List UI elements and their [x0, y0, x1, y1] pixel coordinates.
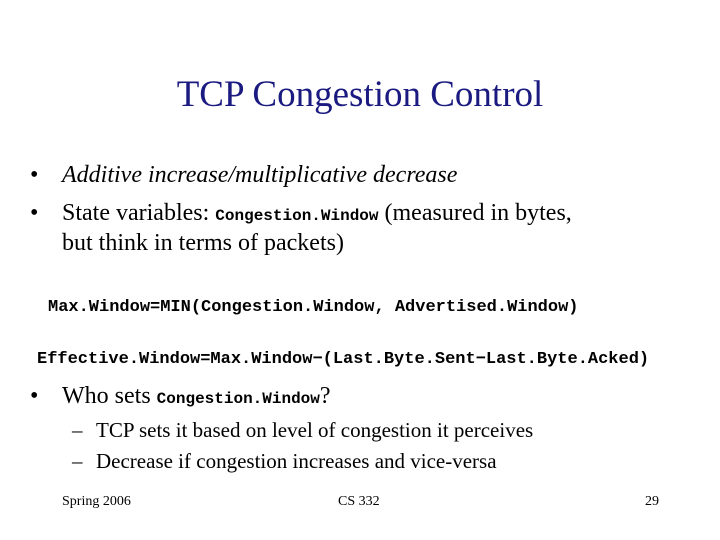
- footer-page-number: 29: [645, 494, 659, 509]
- sub-bullet-2-text: Decrease if congestion increases and vice-versa: [96, 449, 497, 473]
- formula-max-window: Max.Window=MIN(Congestion.Window, Advertised.Window): [48, 298, 579, 317]
- bullet-2: [30, 198, 572, 231]
- bullet-3: [30, 381, 331, 414]
- footer-course: CS 332: [338, 494, 380, 509]
- bullet-marker: •: [30, 200, 39, 226]
- bullet-marker: •: [30, 383, 39, 409]
- sub-bullet-marker: –: [72, 449, 83, 473]
- bullet-3-prefix: Who sets: [62, 383, 157, 409]
- slide-title: TCP Congestion Control: [176, 74, 544, 115]
- bullet-2-suffix: (measured in bytes,: [378, 200, 572, 226]
- bullet-1-text: Additive increase/multiplicative decrease: [62, 162, 458, 188]
- footer-date: Spring 2006: [62, 494, 131, 509]
- formula-effective-window: Effective.Window=Max.Window−(Last.Byte.Sent−Last.Byte.Acked): [37, 350, 650, 369]
- bullet-2-continuation: but think in terms of packets): [62, 230, 344, 256]
- bullet-2-code: Congestion.Window: [215, 207, 379, 225]
- bullet-1: [30, 160, 457, 190]
- sub-bullet-1-text: TCP sets it based on level of congestion it perceives: [96, 418, 534, 442]
- sub-bullet-1: [72, 416, 533, 444]
- bullet-marker: •: [30, 162, 39, 188]
- bullet-3-code: Congestion.Window: [156, 390, 320, 408]
- sub-bullet-marker: –: [72, 418, 83, 442]
- bullet-2-prefix: State variables:: [62, 200, 216, 226]
- bullet-3-suffix: ?: [319, 383, 331, 409]
- sub-bullet-2: [72, 447, 497, 475]
